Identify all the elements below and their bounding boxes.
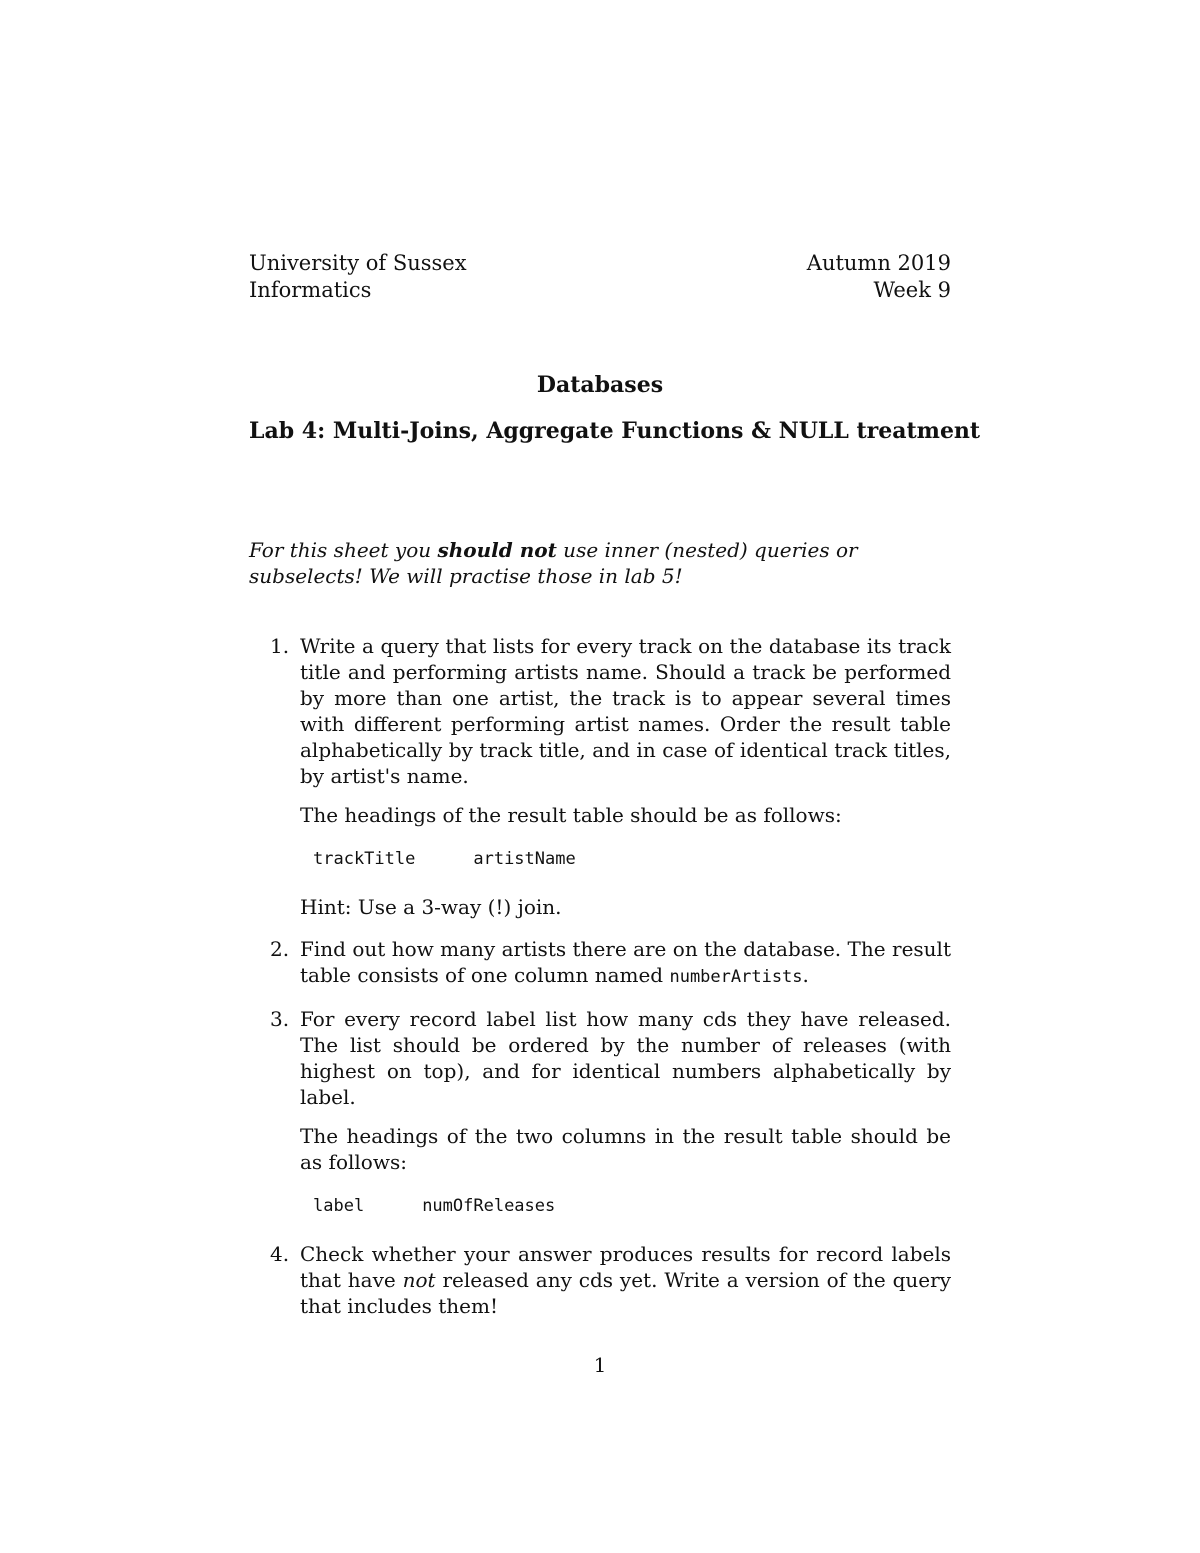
task-3-paragraph: For every record label list how many cds they have released. The list should be ordered by the number of releases (with highest on top), and for identical numbers alphabetically by label. xyxy=(300,1007,951,1109)
document-page xyxy=(249,250,981,1335)
task-1-paragraph: Write a query that lists for every track on the database its track title and performing artists name. Should a track be performed by more than one artist, the track is to appear several times with different performing artist names. Order the result table alphabetically by track title, and in case of identical track titles, by artist's name. xyxy=(300,634,951,788)
task-1-headings-intro: The headings of the result table should be as follows: xyxy=(300,803,842,827)
task-2 xyxy=(249,936,951,990)
lab-title: Lab 4: Multi-Joins, Aggregate Functions & NULL treatment xyxy=(249,418,981,444)
column-heading: label xyxy=(313,1196,365,1216)
intro-note xyxy=(249,537,951,589)
task-3-column-headings xyxy=(313,1193,951,1219)
term: Autumn 2019 xyxy=(806,251,951,275)
task-list xyxy=(249,633,951,1319)
column-heading: artistName xyxy=(473,849,576,869)
task-1-hint: Hint: Use a 3-way (!) join. xyxy=(300,895,562,919)
department: Informatics xyxy=(249,278,372,302)
task-4-text-before: Check whether your answer produces results for record labels that have xyxy=(300,1242,951,1292)
task-number: 2. xyxy=(270,937,290,961)
task-2-code: numberArtists xyxy=(669,967,803,987)
task-number: 1. xyxy=(270,634,290,658)
header-row-2 xyxy=(249,277,951,304)
intro-text-after: use inner (nested) queries or subselects! We will practise those in lab 5! xyxy=(249,538,858,588)
institution: University of Sussex xyxy=(249,251,467,275)
task-3-headings-intro: The headings of the two columns in the result table should be as follows: xyxy=(300,1124,951,1174)
task-4-paragraph xyxy=(300,1241,951,1319)
task-number: 4. xyxy=(270,1242,290,1266)
task-number: 3. xyxy=(270,1007,290,1031)
task-2-text-after: . xyxy=(802,963,809,987)
task-1-column-headings xyxy=(313,846,951,872)
task-1 xyxy=(249,633,951,920)
page-number: 1 xyxy=(593,1353,607,1377)
task-4-text-after: released any cds yet. Write a version of the query that includes them! xyxy=(300,1268,951,1318)
task-3 xyxy=(249,1006,951,1219)
intro-text-before: For this sheet you xyxy=(249,538,438,562)
column-heading: trackTitle xyxy=(313,849,416,869)
column-heading: numOfReleases xyxy=(422,1196,556,1216)
week: Week 9 xyxy=(873,278,951,302)
task-4 xyxy=(249,1241,951,1319)
intro-emphasis: should not xyxy=(437,538,557,562)
task-2-paragraph xyxy=(300,936,951,990)
course-title: Databases xyxy=(536,372,664,398)
task-2-text-before: Find out how many artists there are on the database. The result table consists of one column named xyxy=(300,937,951,987)
header-row-1 xyxy=(249,250,951,277)
task-4-emphasis: not xyxy=(402,1268,436,1292)
